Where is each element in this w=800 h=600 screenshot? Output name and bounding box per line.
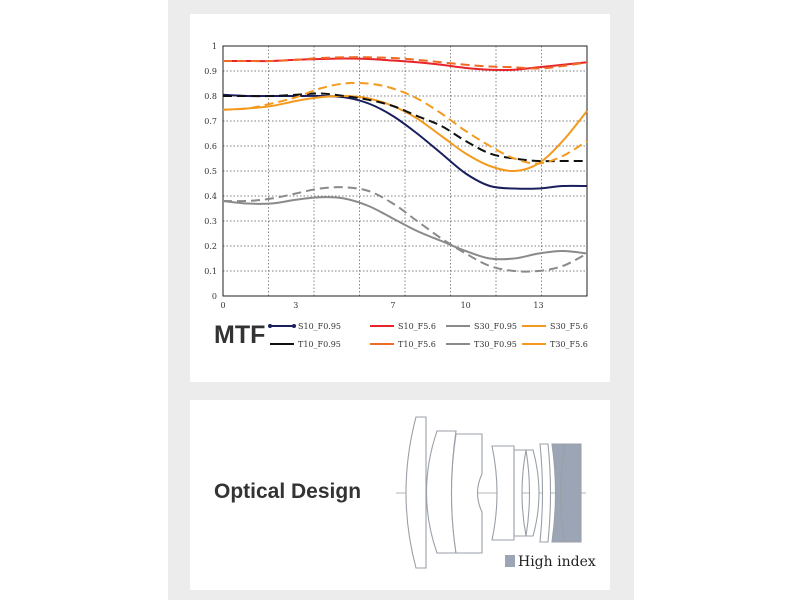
legend-marker-S10_F0.95 [268,324,272,328]
optical-design-card [190,400,610,590]
y-tick-label: 0.4 [204,192,217,201]
legend-label-T10_F5.6: T10_F5.6 [398,340,436,349]
lens-element-high-index [552,444,581,542]
optical-design-title: Optical Design [214,480,362,503]
y-tick-label: 1 [211,42,217,51]
legend-label-S30_F5.6: S30_F5.6 [550,322,588,331]
legend-marker-S10_F0.95 [292,324,296,328]
mtf-title: MTF [214,321,266,349]
y-tick-label: 0.1 [204,267,217,276]
y-tick-label: 0.8 [204,92,217,101]
legend-label-T30_F5.6: T30_F5.6 [550,340,588,349]
x-tick-label: 7 [390,301,396,310]
legend-label-T10_F0.95: T10_F0.95 [298,340,341,349]
y-tick-label: 0 [211,292,217,301]
y-tick-label: 0.5 [204,167,217,176]
x-tick-label: 13 [533,301,544,310]
optical-design-diagram [190,400,610,590]
y-tick-label: 0.6 [204,142,217,151]
x-tick-label: 10 [460,301,471,310]
mtf-card [190,14,610,382]
y-tick-label: 0.9 [204,67,217,76]
y-tick-label: 0.2 [204,242,217,251]
high-index-swatch [505,555,515,567]
high-index-label: High index [518,554,596,570]
legend-label-S30_F0.95: S30_F0.95 [474,322,518,331]
series-line-T10_F5.6 [223,57,587,68]
x-tick-label: 0 [220,301,226,310]
lens-elements [396,417,586,568]
legend-label-S10_F5.6: S10_F5.6 [398,322,436,331]
lens-element-1 [406,417,426,568]
legend-label-T30_F0.95: T30_F0.95 [474,340,517,349]
x-tick-label: 3 [293,301,299,310]
y-tick-label: 0.3 [204,217,217,226]
y-tick-label: 0.7 [204,117,217,126]
lens-element-3 [452,434,483,553]
legend-label-S10_F0.95: S10_F0.95 [298,322,342,331]
